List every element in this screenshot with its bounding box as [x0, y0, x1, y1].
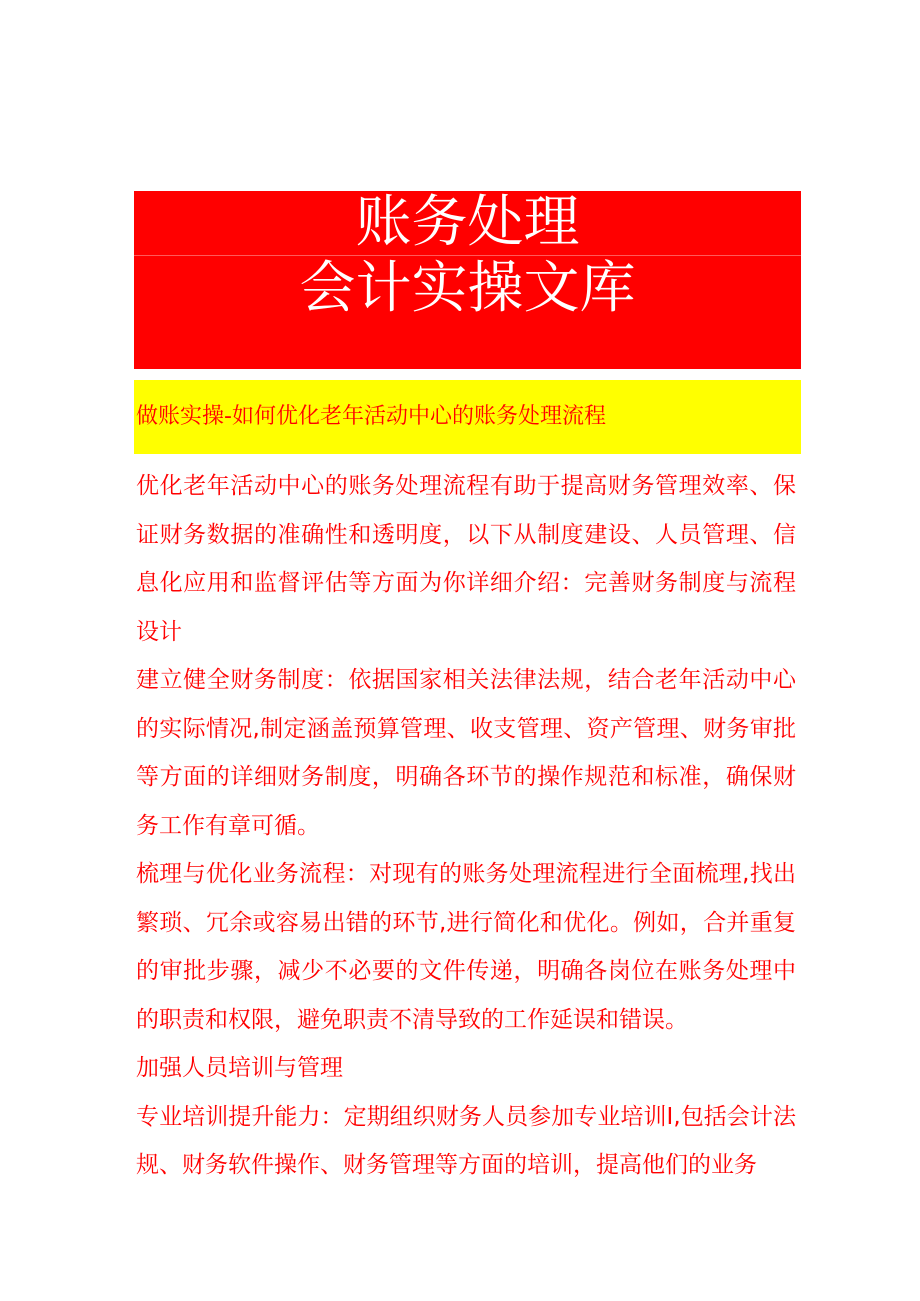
paragraph-financial-system: 建立健全财务制度：依据国家相关法律法规，结合老年活动中心的实际情况,制定涵盖预算管理、收支管理、资产管理、财务审批等方面的详细财务制度，明确各环节的操作规范和标准，确保财务工作有章可循。 [136, 667, 796, 839]
paragraph-section-heading: 加强人员培训与管理 [136, 1055, 343, 1081]
banner-title-line-1: 账务处理 [355, 190, 580, 255]
paragraph-process-optimization: 梳理与优化业务流程：对现有的账务处理流程进行全面梳理,找出繁琐、冗余或容易出错的环节,进行简化和优化。例如，合并重复的审批步骤，减少不必要的文件传递，明确各岗位在账务处理中的职责和权限，避免职责不清导致的工作延误和错误。 [136, 861, 796, 1033]
paragraph-intro: 优化老年活动中心的账务处理流程有助于提高财务管理效率、保证财务数据的准确性和透明度，以下从制度建设、人员管理、信息化应用和监督评估等方面为你详细介绍：完善财务制度与流程设计 [136, 473, 796, 645]
banner-title-line-2: 会计实操文库 [299, 256, 636, 321]
paragraph-training: 专业培训提升能力：定期组织财务人员参加专业培训I,包括会计法规、财务软件操作、财务管理等方面的培训，提高他们的业务 [136, 1103, 796, 1178]
article-subtitle: 做账实操-如何优化老年活动中心的账务处理流程 [134, 380, 801, 454]
article-body [136, 462, 796, 1190]
title-banner [134, 191, 801, 369]
